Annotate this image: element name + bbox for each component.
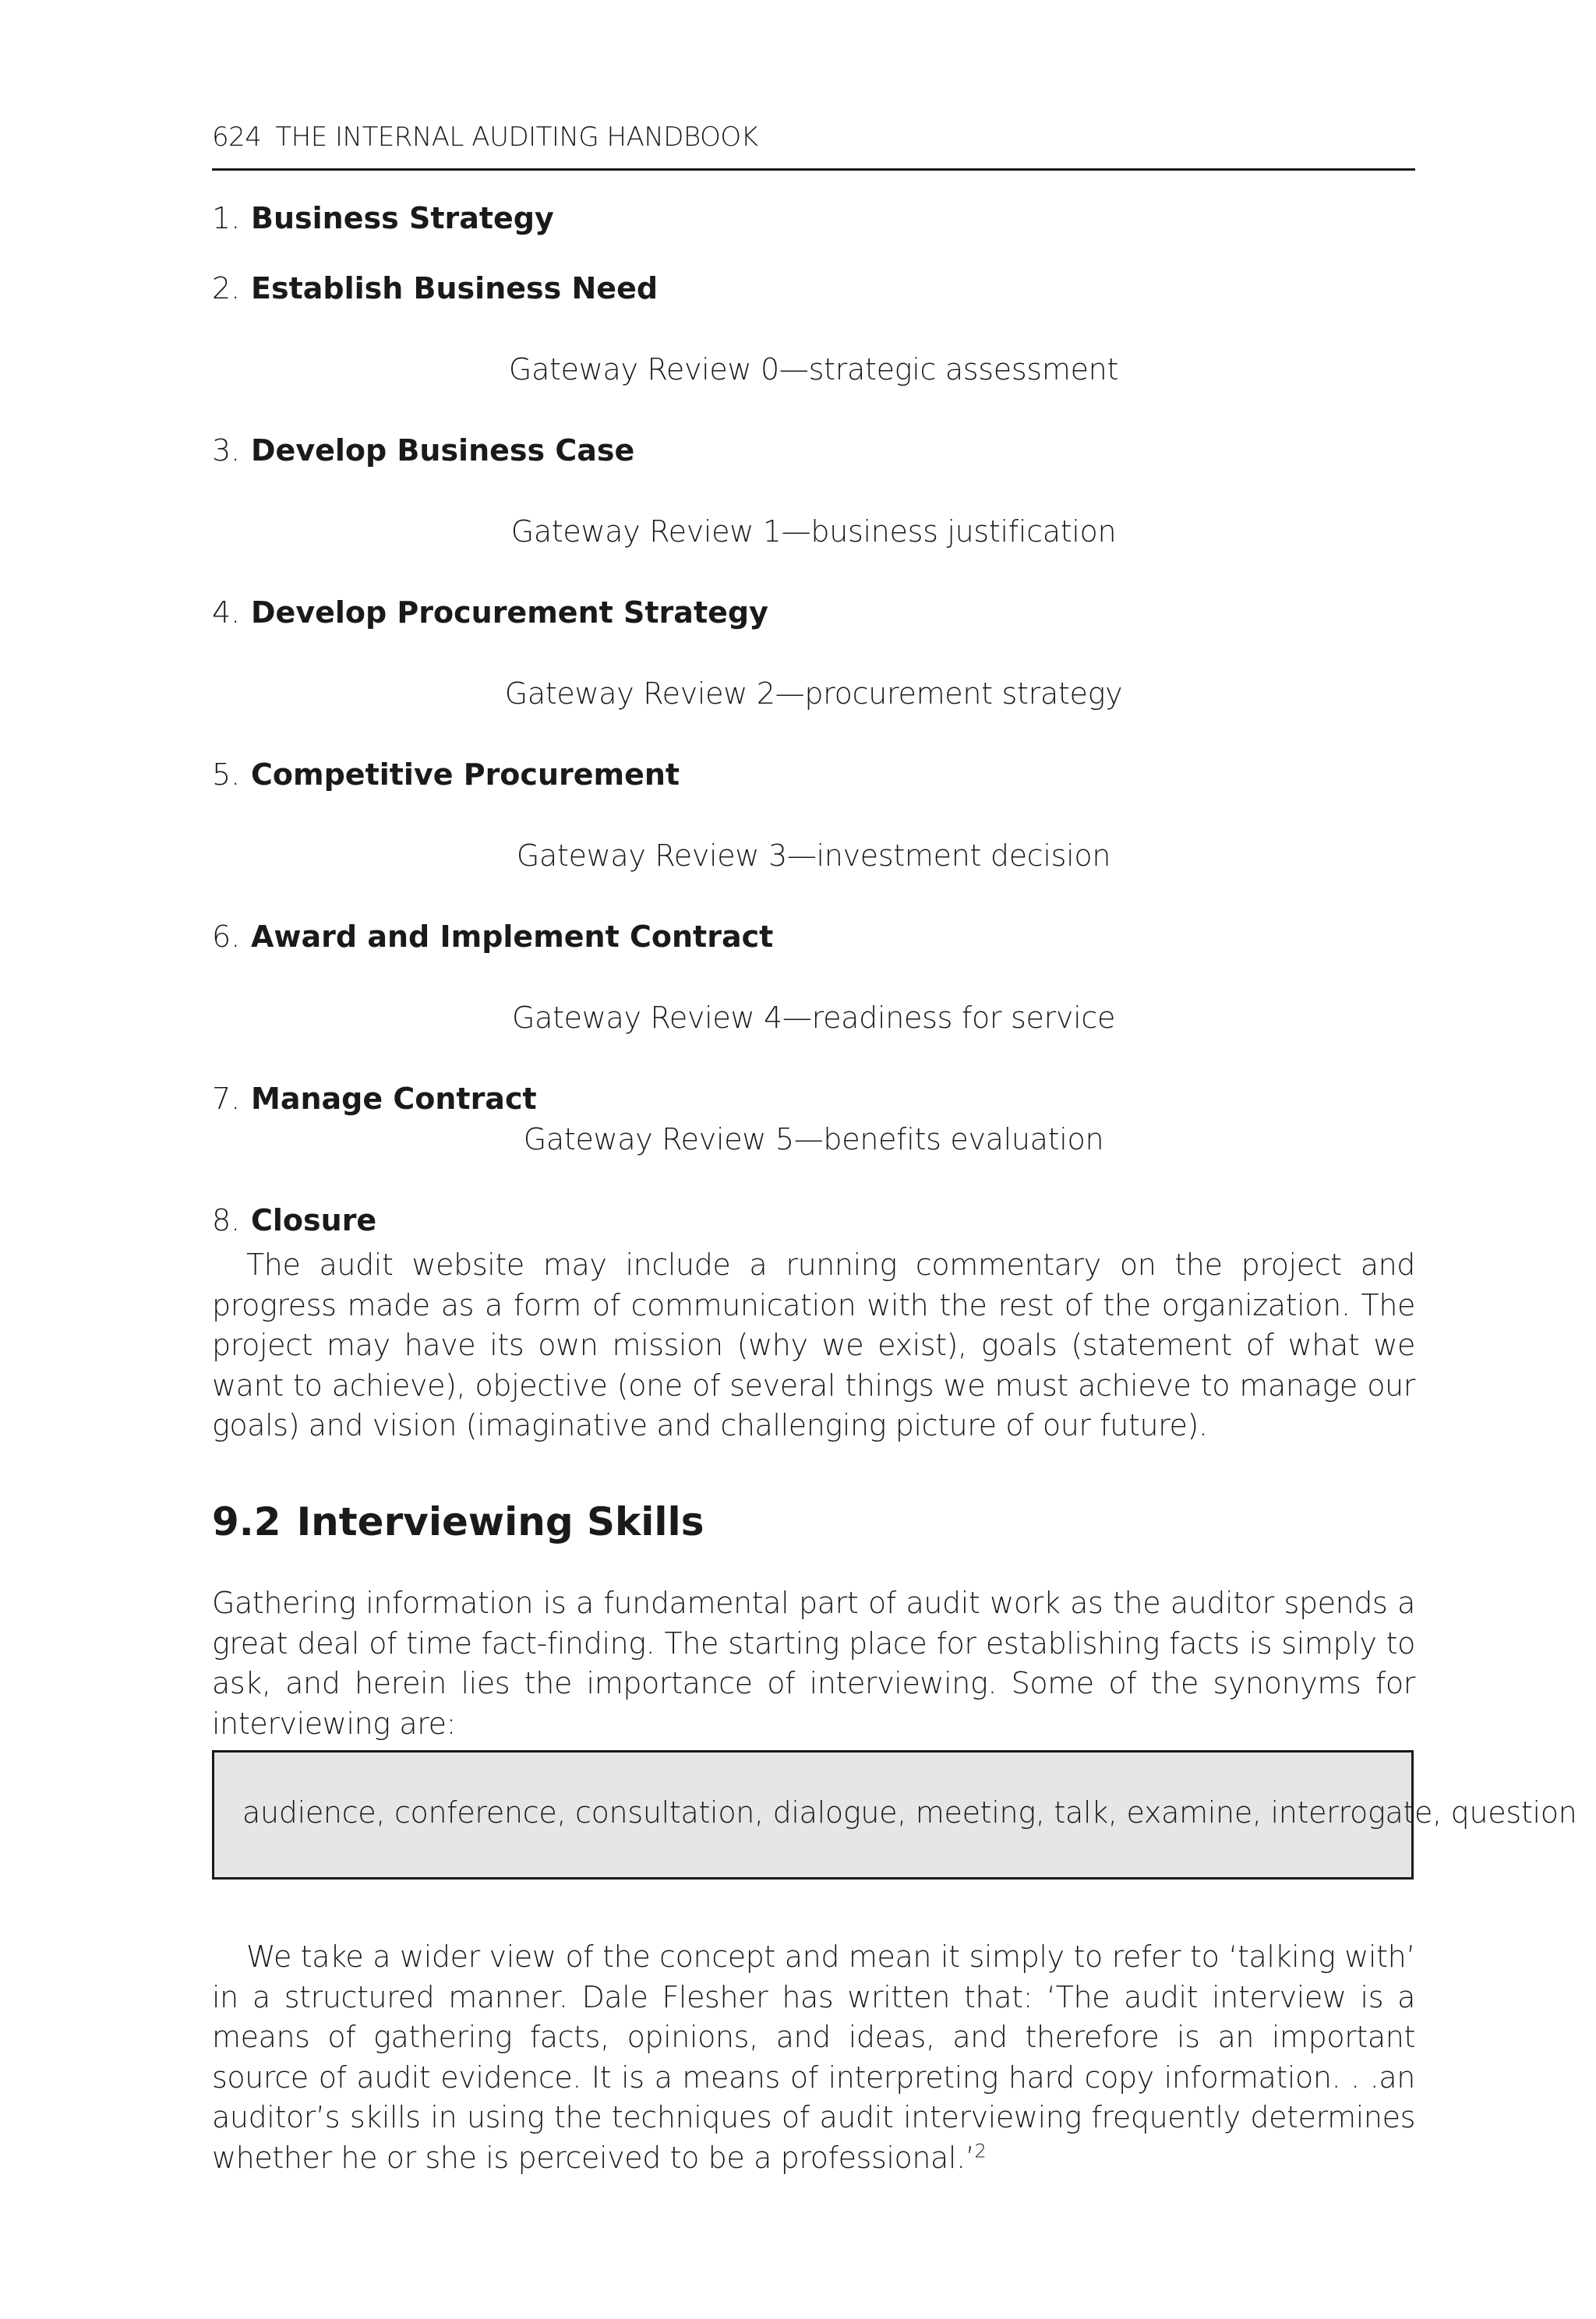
step-item: 8. Closure	[212, 1203, 377, 1237]
step-item: 5. Competitive Procurement	[212, 757, 680, 792]
running-title: THE INTERNAL AUDITING HANDBOOK	[275, 122, 758, 153]
paragraph-flesher-text: We take a wider view of the concept and mean it simply to refer to ‘talking with’ in a structured manner. Dale Flesher has written that: ‘The audit interview is a means of gathering facts, opinions, and ideas, and therefore is an important source of audit evidence. It is a means of interpreting hard copy information. . .an auditor’s skills in using the techniques of audit interviewing frequently determines whether he or she is perceived to be a professional.’	[212, 1940, 1415, 2175]
gateway-review: Gateway Review 3—investment decision	[516, 838, 1111, 873]
step-item: 3. Develop Business Case	[212, 433, 635, 468]
paragraph-flesher	[212, 1937, 1415, 2178]
running-header	[212, 118, 1415, 171]
synonyms-list: audience, conference, consultation, dialogue, meeting, talk, examine, interrogate, question	[242, 1795, 1577, 1830]
section-heading	[212, 1499, 704, 1544]
gateway-review: Gateway Review 0—strategic assessment	[508, 352, 1119, 386]
paragraph-website: The audit website may include a running commentary on the project and progress made as a form of communication with the rest of the organization. The project may have its own mission (why we exist), goals (statement of what we want to achieve), objective (one of several things we must achieve to manage our goals) and vision (imaginative and challenging picture of our future).	[212, 1248, 1415, 1442]
step-item: 1. Business Strategy	[212, 201, 554, 235]
section-title: Interviewing Skills	[296, 1499, 704, 1544]
footnote-ref: 2	[974, 2139, 987, 2162]
step-item: 6. Award and Implement Contract	[212, 919, 774, 954]
step-item: 7. Manage Contract	[212, 1082, 537, 1116]
paragraph-intro: Gathering information is a fundamental part of audit work as the auditor spends a great deal of time fact-finding. The starting place for establishing facts is simply to ask, and herein lies the importance of interviewing. Some of the synonyms for interviewing are:	[212, 1586, 1415, 1741]
gateway-review: Gateway Review 4—readiness for service	[511, 1001, 1116, 1035]
gateway-review: Gateway Review 5—benefits evaluation	[523, 1122, 1104, 1156]
step-item: 2. Establish Business Need	[212, 271, 659, 305]
synonyms-box	[212, 1750, 1577, 1880]
gateway-review: Gateway Review 2—procurement strategy	[504, 676, 1123, 711]
step-item: 4. Develop Procurement Strategy	[212, 595, 768, 630]
gateway-review: Gateway Review 1—business justification	[510, 514, 1117, 549]
page-number: 624	[212, 122, 262, 153]
section-number: 9.2	[212, 1499, 281, 1544]
